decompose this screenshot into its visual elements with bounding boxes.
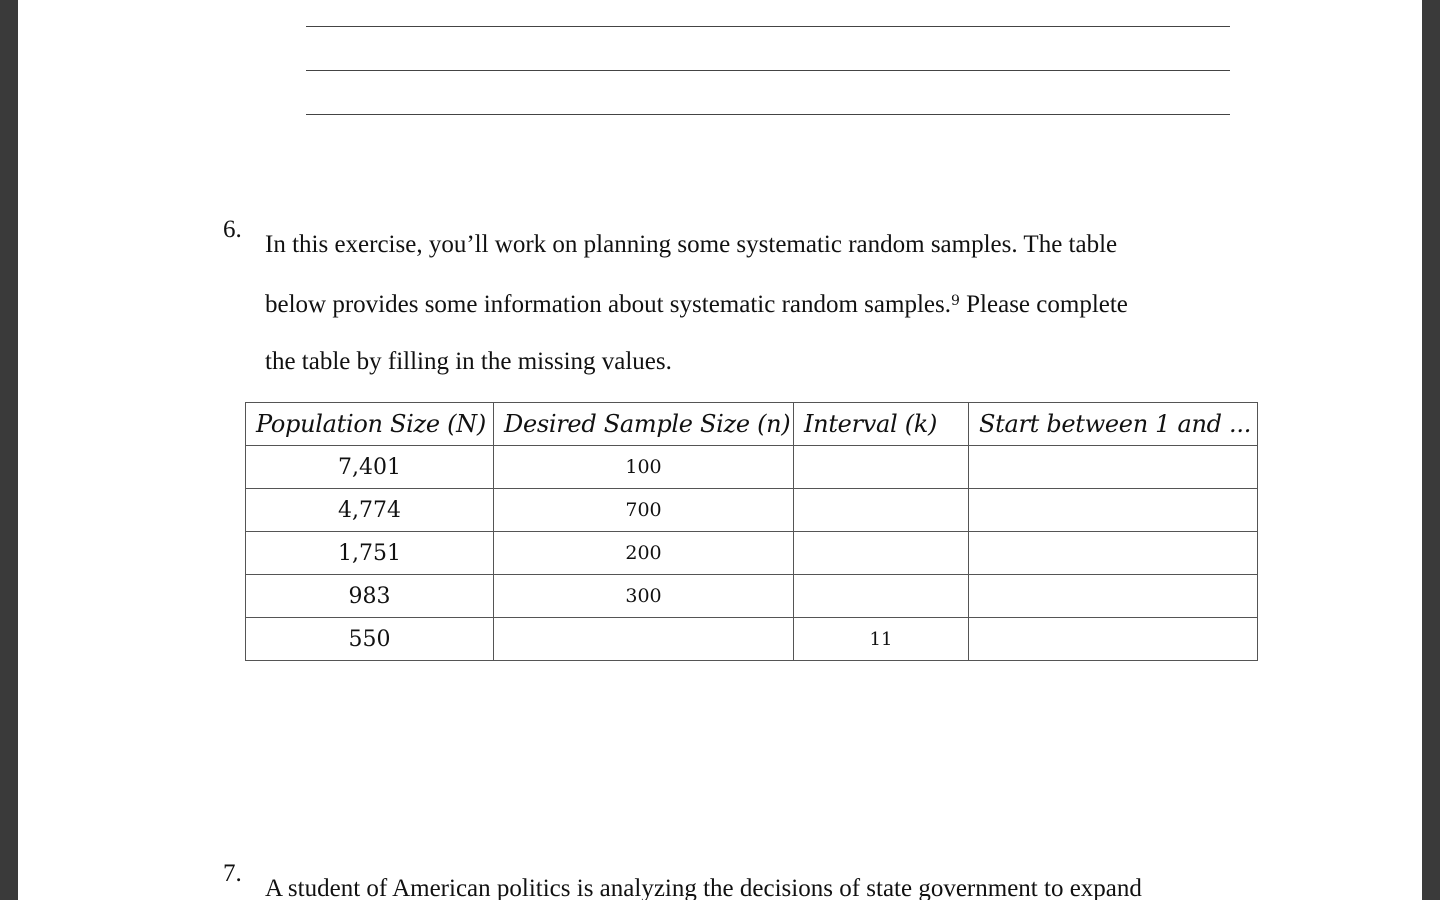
table-row (246, 575, 1258, 618)
answer-line (306, 114, 1230, 115)
question-line (265, 273, 1243, 333)
sample-size-cell[interactable] (494, 618, 794, 661)
question-line: In this exercise, you’ll work on planning some systematic random samples. The table (265, 231, 1118, 258)
sample-size-cell: 200 (494, 532, 794, 575)
population-size-cell: 550 (246, 618, 494, 661)
start-cell[interactable] (969, 532, 1258, 575)
interval-cell[interactable] (794, 575, 969, 618)
question-line-part: below provides some information about systematic random samples. (265, 291, 951, 318)
table-row (246, 446, 1258, 489)
header-population-size: Population Size (N) (246, 403, 494, 446)
sample-size-cell: 300 (494, 575, 794, 618)
interval-cell[interactable] (794, 446, 969, 489)
table-row (246, 489, 1258, 532)
footnote-marker[interactable]: 9 (950, 293, 960, 309)
question-number: 7. (223, 860, 242, 887)
population-size-cell: 7,401 (246, 446, 494, 489)
answer-line (306, 70, 1230, 71)
header-desired-sample-size: Desired Sample Size (n) (494, 403, 794, 446)
start-cell[interactable] (969, 618, 1258, 661)
question-text (265, 216, 1243, 390)
population-size-cell: 983 (246, 575, 494, 618)
interval-cell[interactable] (794, 489, 969, 532)
population-size-cell: 4,774 (246, 489, 494, 532)
question-number: 6. (223, 216, 242, 243)
interval-cell: 11 (794, 618, 969, 661)
start-cell[interactable] (969, 446, 1258, 489)
table-row (246, 618, 1258, 661)
interval-cell[interactable] (794, 532, 969, 575)
start-cell[interactable] (969, 489, 1258, 532)
question-text (265, 860, 1243, 900)
sample-size-cell: 700 (494, 489, 794, 532)
sample-size-cell: 100 (494, 446, 794, 489)
start-cell[interactable] (969, 575, 1258, 618)
header-interval: Interval (k) (794, 403, 969, 446)
answer-line (306, 26, 1230, 27)
document-page (18, 0, 1422, 900)
header-start-between: Start between 1 and ... (969, 403, 1258, 446)
systematic-samples-table (245, 402, 1258, 661)
question-line-part: Please complete (966, 291, 1128, 318)
population-size-cell: 1,751 (246, 532, 494, 575)
table-header-row (246, 403, 1258, 446)
question-line: A student of American politics is analyzing the decisions of state government to expand (265, 875, 1142, 900)
table-row (246, 532, 1258, 575)
question-line: the table by filling in the missing values. (265, 348, 672, 375)
